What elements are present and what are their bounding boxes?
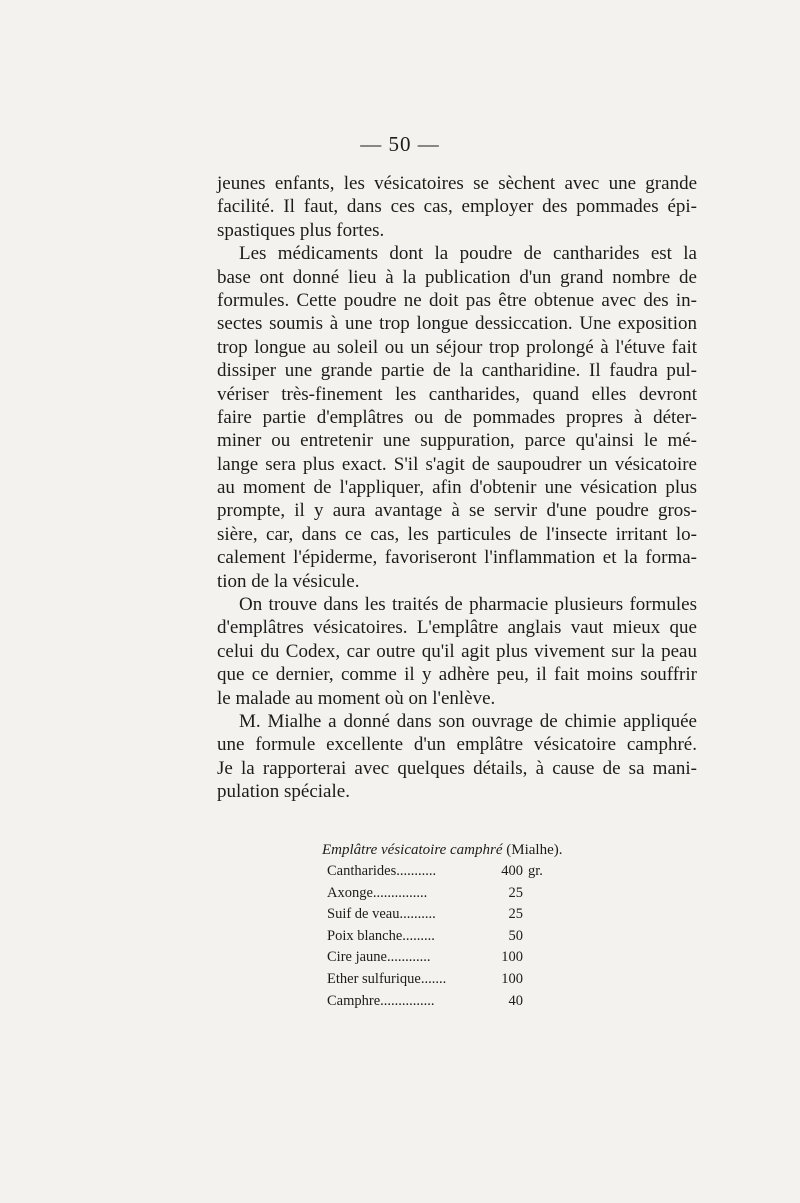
text-line: jeunes enfants, les vésicatoires se sèchent avec une grande (217, 173, 697, 194)
text-line: M. Mialhe a donné dans son ouvrage de chimie appliquée (239, 710, 697, 732)
recipe-row (322, 947, 622, 969)
ingredient-quantity: 100 (501, 949, 523, 966)
text-line: On trouve dans les traités de pharmacie plusieurs formules (239, 594, 697, 616)
text-line: Je la rapporterai avec quelques détails, à cause de sa mani- (217, 757, 697, 779)
recipe-name: Emplâtre vésicatoire camphré (322, 842, 503, 858)
text-line: prompte, il y aura avantage à se servir d'une poudre gros- (217, 500, 697, 522)
ingredient-name: Suif de veau.......... (327, 906, 436, 923)
ingredient-quantity: 50 (508, 927, 523, 944)
text-line: une formule excellente d'un emplâtre vésicatoire camphré. (217, 734, 697, 756)
ingredient-name: Ether sulfurique....... (327, 970, 447, 987)
recipe-row (322, 969, 622, 991)
ingredient-name: Camphre............... (327, 992, 435, 1009)
text-line: tion de la vésicule. (217, 570, 360, 592)
text-line: miner ou entretenir une suppuration, parce qu'ainsi le mé- (217, 430, 697, 452)
text-line: d'emplâtres vésicatoires. L'emplâtre anglais vaut mieux que (217, 617, 697, 639)
text-line: vériser très-finement les cantharides, quand elles devront (217, 383, 697, 405)
text-line: lange sera plus exact. S'il s'agit de saupoudrer un vésicatoire (217, 453, 697, 475)
ingredient-quantity: 40 (508, 992, 523, 1009)
text-line: Les médicaments dont la poudre de cantharides est la (239, 243, 697, 265)
text-line: dissiper une grande partie de la cantharidine. Il faudra pul- (217, 360, 697, 382)
text-line: au moment de l'appliquer, afin d'obtenir une vésication plus (217, 477, 697, 499)
recipe-row (322, 861, 622, 883)
ingredient-quantity: 25 (508, 906, 523, 923)
ingredient-quantity: 25 (508, 884, 523, 901)
text-line: que ce dernier, comme il y adhère peu, il fait moins souffrir (217, 664, 697, 686)
text-line: le malade au moment où on l'enlève. (217, 687, 496, 709)
recipe-row (322, 926, 622, 948)
recipe-title (322, 839, 622, 861)
text-line: trop longue au soleil ou un séjour trop prolongé à l'étuve fait (217, 336, 697, 358)
recipe-row (322, 991, 622, 1013)
text-line: sière, car, dans ce cas, les particules de l'insecte irritant lo- (217, 523, 697, 545)
text-line: spastiques plus fortes. (217, 219, 385, 241)
text-line: pulation spéciale. (217, 781, 350, 803)
body-text (217, 172, 697, 804)
recipe-author: (Mialhe). (506, 842, 563, 858)
ingredient-quantity: 100 (501, 970, 523, 987)
ingredient-name: Axonge............... (327, 884, 428, 901)
text-line: sectes soumis à une trop longue dessiccation. Une exposition (217, 313, 697, 335)
text-line: celui du Codex, car outre qu'il agit plus vivement sur la peau (217, 640, 697, 662)
ingredient-name: Poix blanche......... (327, 927, 435, 944)
ingredient-quantity: 400 (501, 863, 523, 879)
text-line: base ont donné lieu à la publication d'un grand nombre de (217, 266, 697, 288)
recipe-row (322, 904, 622, 926)
page-number: — 50 — (360, 132, 440, 156)
text-line: facilité. Il faut, dans ces cas, employer des pommades épi- (217, 196, 697, 218)
ingredient-unit: gr. (528, 863, 543, 879)
ingredient-name: Cire jaune............ (327, 949, 431, 966)
text-line: faire partie d'emplâtres ou de pommades propres à déter- (217, 406, 697, 428)
ingredient-name: Cantharides........... (327, 863, 437, 879)
recipe-row (322, 883, 622, 905)
text-line: formules. Cette poudre ne doit pas être obtenue avec des in- (217, 289, 697, 311)
recipe (322, 839, 622, 1012)
text-line: calement l'épiderme, favoriseront l'inflammation et la forma- (217, 547, 697, 569)
